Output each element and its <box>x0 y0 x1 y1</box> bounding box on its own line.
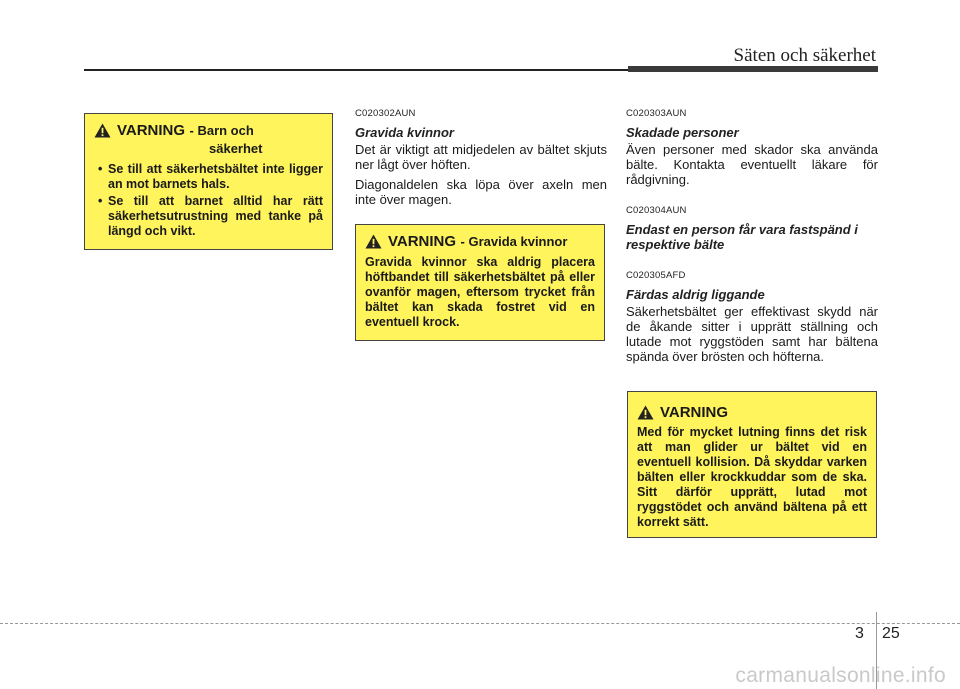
warning-body: Med för mycket lutning finns det risk att man glider ur bältet vid en eventuell kollision. Då skyddar varken bälten eller krockkuddar som de ska. Sitt därför upprätt, lutad mot ryggstödet och använd bältena på ett korrekt sätt. <box>637 425 867 529</box>
warning-label: VARNING <box>117 122 186 139</box>
section-paragraph: Säkerhetsbältet ger effektivast skydd när de åkande sitter i upprätt ställning och lutade mot ryggstöden samt har bältena spända över brösten och höfterna. <box>626 304 878 364</box>
header-rule-accent <box>628 66 878 72</box>
warning-body: Gravida kvinnor ska aldrig placera höftbandet till säkerhetsbältet på eller ovanför magen, eftersom trycket från bältet kan skada fostret vid en eventuell krock. <box>365 255 595 329</box>
warning-triangle-icon <box>637 405 654 420</box>
column-pregnant <box>355 108 607 212</box>
warning-triangle-icon <box>94 123 111 138</box>
section-code: C020303AUN <box>626 108 687 119</box>
warning-subtitle: - Barn och <box>189 123 254 138</box>
section-code: C020305AFD <box>626 270 686 281</box>
page-header-title: Säten och säkerhet <box>733 45 876 66</box>
warning-subtitle: - Gravida kvinnor <box>460 234 568 249</box>
warning-label: VARNING <box>660 404 729 421</box>
section-heading: Endast en person får vara fastspänd i respektive bälte <box>626 222 858 252</box>
warning-title <box>637 404 867 421</box>
warning-title <box>94 122 323 158</box>
section-paragraph: Diagonaldelen ska löpa över axeln men inte över magen. <box>355 177 607 207</box>
warning-label: VARNING <box>388 233 457 250</box>
warning-list-item: • Se till att barnet alltid har rätt säkerhetsutrustning med tanke på längd och vikt. <box>94 194 323 239</box>
warning-box-child <box>84 113 333 250</box>
section-code: C020304AUN <box>626 205 687 216</box>
warning-list-item: • Se till att säkerhetsbältet inte ligger an mot barnets hals. <box>94 162 323 192</box>
warning-box-pregnant <box>355 224 605 341</box>
watermark: carmanualsonline.info <box>735 664 946 687</box>
section-code: C020302AUN <box>355 108 416 119</box>
page-number: 25 <box>882 625 900 642</box>
warning-triangle-icon <box>365 234 382 249</box>
chapter-number: 3 <box>855 625 864 642</box>
footer-rule <box>0 623 960 624</box>
section-paragraph: Det är viktigt att midjedelen av bältet skjuts ner lågt över höften. <box>355 142 607 172</box>
warning-title <box>365 233 595 251</box>
section-paragraph: Även personer med skador ska använda bälte. Kontakta eventuellt läkare för rådgivning. <box>626 142 878 187</box>
section-heading: Skadade personer <box>626 125 739 140</box>
section-heading: Färdas aldrig liggande <box>626 287 765 302</box>
header-rule <box>84 69 628 71</box>
column-injured <box>626 108 878 369</box>
section-heading: Gravida kvinnor <box>355 125 454 140</box>
warning-box-recline <box>627 391 877 538</box>
warning-subtitle-cont: säkerhet <box>209 141 263 156</box>
warning-list <box>94 162 323 239</box>
